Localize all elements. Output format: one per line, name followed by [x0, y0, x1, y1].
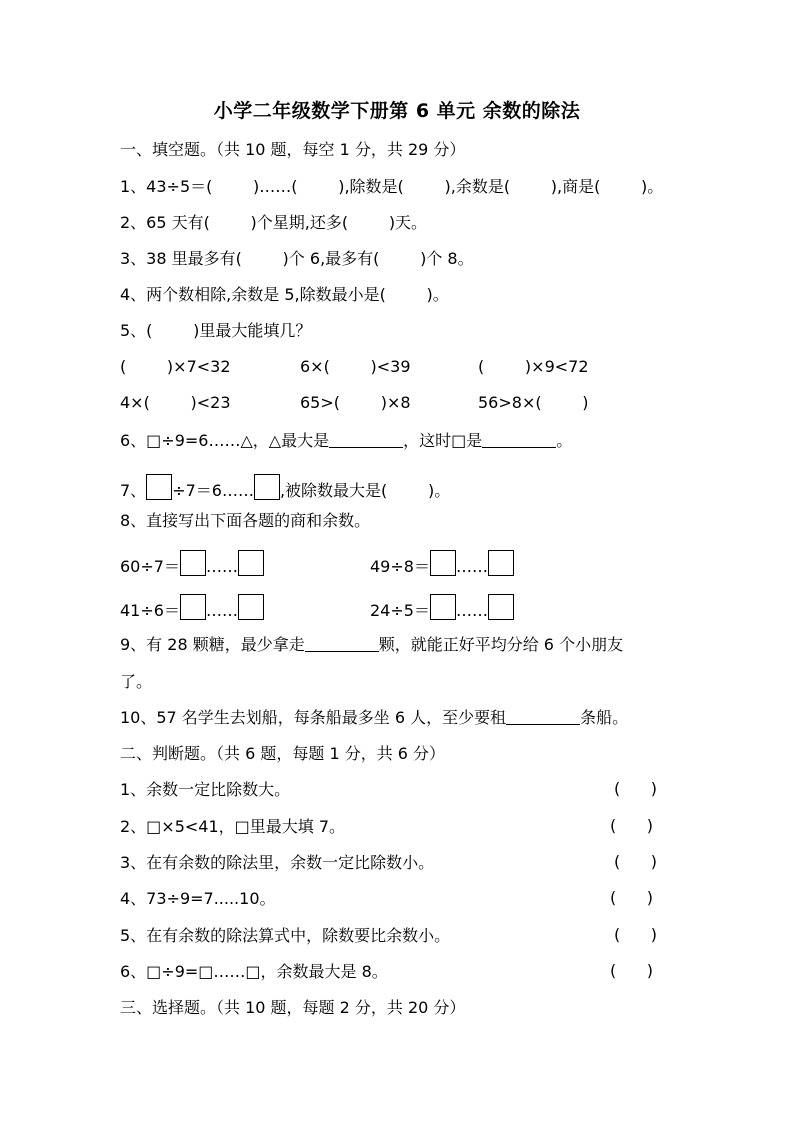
- answer-blank[interactable]: [329, 431, 403, 448]
- answer-blank[interactable]: [506, 708, 580, 725]
- judge-item-5: 5、在有余数的除法算式中，除数要比余数小。: [120, 926, 451, 945]
- remainder-box[interactable]: [238, 594, 264, 620]
- question-7-text-mid: ÷7＝6……: [172, 481, 254, 500]
- question-5a: ( )×7<32: [120, 357, 231, 376]
- question-5b: 6×( )<39: [300, 357, 411, 376]
- judge-item-4: 4、73÷9=7.....10。: [120, 889, 276, 908]
- page-title: 小学二年级数学下册第 6 单元 余数的除法: [213, 100, 581, 122]
- judge-answer-1[interactable]: ( ): [614, 779, 657, 798]
- question-9-text-post: 颗，就能正好平均分给 6 个小朋友: [378, 635, 624, 654]
- answer-box[interactable]: [254, 474, 280, 500]
- section3-heading: 三、选择题。（共 10 题，每题 2 分，共 20 分）: [120, 998, 466, 1017]
- judge-answer-6[interactable]: ( ): [610, 961, 653, 980]
- question-3: 3、38 里最多有( )个 6,最多有( )个 8。: [120, 249, 474, 268]
- answer-blank[interactable]: [482, 431, 556, 448]
- answer-blank[interactable]: [305, 635, 379, 652]
- question-1: 1、43÷5＝( )……( ),除数是( ),余数是( ),商是( )。: [120, 177, 664, 196]
- question-6-text: 6、□÷9=6……△，△最大是: [120, 431, 330, 450]
- quotient-box[interactable]: [180, 550, 206, 576]
- dots: ……: [455, 557, 488, 576]
- question-8: 8、直接写出下面各题的商和余数。: [120, 511, 371, 530]
- question-10-text: 10、57 名学生去划船，每条船最多坐 6 人，至少要租: [120, 708, 507, 727]
- quotient-box[interactable]: [180, 594, 206, 620]
- question-10-text-post: 条船。: [580, 708, 629, 727]
- question-8a-text: 60÷7＝: [120, 557, 180, 576]
- dots: ……: [455, 601, 488, 620]
- question-6-text-end: 。: [556, 431, 573, 450]
- question-5c: ( )×9<72: [478, 357, 589, 376]
- question-4: 4、两个数相除,余数是 5,除数最小是( )。: [120, 285, 449, 304]
- question-5d: 4×( )<23: [120, 393, 231, 412]
- question-8b: [370, 550, 514, 577]
- judge-item-3: 3、在有余数的除法里，余数一定比除数小。: [120, 853, 435, 872]
- question-8c-text: 41÷6＝: [120, 601, 180, 620]
- question-8b-text: 49÷8＝: [370, 557, 430, 576]
- question-8d: [370, 594, 514, 621]
- question-7-text-end: ,被除数最大是( )。: [279, 481, 451, 500]
- question-5e: 65>( )×8: [300, 393, 411, 412]
- judge-item-1: 1、余数一定比除数大。: [120, 780, 291, 799]
- dots: ……: [205, 557, 238, 576]
- question-2: 2、65 天有( )个星期,还多( )天。: [120, 213, 428, 232]
- quotient-box[interactable]: [430, 550, 456, 576]
- question-8c: [120, 594, 264, 621]
- question-6-text-mid: ，这时□是: [403, 431, 483, 450]
- question-7: [120, 474, 450, 502]
- section1-heading: 一、填空题。（共 10 题，每空 1 分，共 29 分）: [120, 140, 466, 159]
- remainder-box[interactable]: [238, 550, 264, 576]
- judge-answer-4[interactable]: ( ): [610, 888, 653, 907]
- question-8a: [120, 550, 264, 577]
- quotient-box[interactable]: [430, 594, 456, 620]
- judge-answer-5[interactable]: ( ): [614, 925, 657, 944]
- question-7-text: 7、: [120, 481, 147, 500]
- dots: ……: [205, 601, 238, 620]
- judge-answer-2[interactable]: ( ): [610, 816, 653, 835]
- question-5: 5、( )里最大能填几？: [120, 321, 312, 340]
- judge-item-6: 6、□÷9=□……□，余数最大是 8。: [120, 962, 388, 981]
- question-6: [120, 430, 572, 452]
- answer-box[interactable]: [146, 474, 172, 500]
- section2-heading: 二、判断题。（共 6 题，每题 1 分，共 6 分）: [120, 744, 446, 763]
- question-8d-text: 24÷5＝: [370, 601, 430, 620]
- question-10: [120, 707, 628, 729]
- judge-answer-3[interactable]: ( ): [614, 852, 657, 871]
- judge-item-2: 2、□×5<41，□里最大填 7。: [120, 817, 346, 836]
- remainder-box[interactable]: [488, 594, 514, 620]
- question-5f: 56>8×( ): [478, 393, 589, 412]
- question-9: [120, 634, 623, 656]
- remainder-box[interactable]: [488, 550, 514, 576]
- question-9-line2: 了。: [120, 672, 153, 691]
- question-9-text: 9、有 28 颗糖，最少拿走: [120, 635, 305, 654]
